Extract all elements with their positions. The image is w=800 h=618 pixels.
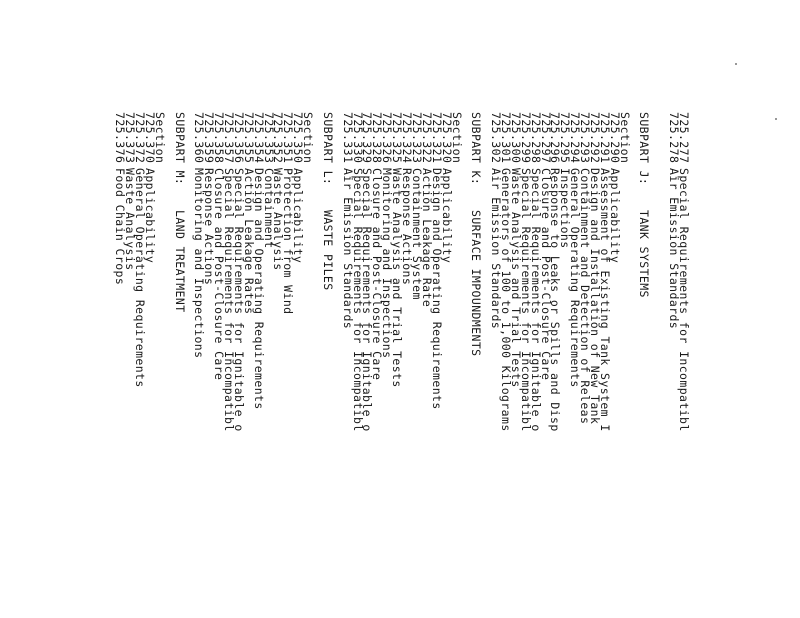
section-number: 725.370 [142, 112, 157, 164]
section-title: Design and Operating Requirements [251, 168, 266, 410]
section-title: General Operating Requirements [568, 168, 583, 388]
section-number: 725.320 [439, 112, 454, 164]
section-label: Section [617, 112, 632, 164]
subpart-heading [469, 112, 484, 618]
section-title: Waste Analysis [271, 168, 286, 271]
subpart-title: WASTE PILES [320, 210, 335, 291]
section-title: Waste Analysis [123, 168, 138, 271]
section-title: Design and Operating Requirements [429, 168, 444, 410]
section-number: 725.295 [558, 112, 573, 164]
section-number: 725.299 [518, 112, 533, 164]
section-number: 725.356 [231, 112, 246, 164]
section-number: 725.329 [360, 112, 375, 164]
section-number: 725.330 [350, 112, 365, 164]
section-number: 725.328 [370, 112, 385, 164]
subpart-heading [320, 112, 335, 618]
subpart-heading [172, 112, 187, 618]
section-title: Response to Leaks or Spills and Disp [548, 168, 563, 432]
blank-line [629, 112, 639, 618]
section-title: Generators of 100 to 1,000 Kilograms [498, 168, 513, 432]
section-title: Containment [261, 168, 276, 249]
section-number: 725.292 [587, 112, 602, 164]
section-number: 725.290 [607, 112, 622, 164]
section-title: Air Emission Standards [667, 168, 682, 330]
section-title: Special Requirements for Incompatibl [518, 168, 533, 432]
subpart-label: SUBPART L: [320, 112, 335, 186]
section-title: Waste Analysis and Trial Tests [390, 168, 405, 388]
section-title: Special Requirements for Incompatibl [677, 168, 691, 432]
section-title: Special Requirements for Ignitable o [231, 168, 246, 432]
section-title: Closure and Post-Closure Care [538, 168, 553, 381]
scan-speck [775, 118, 777, 120]
subpart-title: TANK SYSTEMS [637, 210, 652, 298]
section-title: Applicability [291, 168, 306, 264]
section-title: Applicability [439, 168, 454, 264]
section-number: 725.277 [677, 112, 691, 164]
section-number: 725.291 [597, 112, 612, 164]
section-number: 725.351 [281, 112, 296, 164]
section-title: Response Actions [202, 168, 217, 286]
section-title: Inspections [558, 168, 573, 249]
section-number: 725.359 [202, 112, 217, 164]
section-number: 725.322 [419, 112, 434, 164]
section-label: Section [449, 112, 464, 164]
section-row [192, 112, 207, 618]
section-number: 725.302 [489, 112, 504, 164]
section-title: Applicability [607, 168, 622, 264]
section-number: 725.293 [578, 112, 593, 164]
blank-line [164, 112, 174, 618]
blank-line [461, 112, 471, 618]
section-title: Assessment of Existing Tank System I [597, 168, 612, 432]
section-title: Special Requirements for Ignitable o [528, 168, 543, 432]
section-number: 725.298 [528, 112, 543, 164]
subpart-title: LAND TREATMENT [172, 210, 187, 313]
section-title: Waste Analysis and Trial Tests [508, 168, 523, 388]
section-title: Monitoring and Inspections [192, 168, 207, 359]
rotated-text-column [78, 112, 691, 618]
section-title: Response Actions [400, 168, 415, 286]
section-title: Containment System [409, 168, 424, 300]
blank-line [648, 112, 658, 618]
section-title: Food Chain Crops [113, 168, 128, 286]
subpart-label: SUBPART J: [637, 112, 652, 186]
section-title: Protection from Wind [281, 168, 296, 315]
section-number: 725.360 [192, 112, 207, 164]
subpart-heading [637, 112, 652, 618]
section-number: 725.376 [113, 112, 128, 164]
section-label: Section [301, 112, 316, 164]
section-title: Special Requirements for Ignitable o [360, 168, 375, 432]
section-title: Monitoring and Inspections [380, 168, 395, 359]
section-number: 725.331 [340, 112, 355, 164]
section-number: 725.323 [409, 112, 424, 164]
section-title: Air Emission Standards [340, 168, 355, 330]
section-title: General Operating Requirements [133, 168, 148, 388]
section-title: Action Leakage Rates [241, 168, 256, 315]
section-number: 725.325 [390, 112, 405, 164]
section-label: Section [152, 112, 167, 164]
section-number: 725.352 [271, 112, 286, 164]
section-title: Closure and Post-Closure Care [370, 168, 385, 381]
section-title: Special Requirements for Incompatibl [222, 168, 237, 432]
section-title: Design and Installation of New Tank [587, 168, 602, 425]
section-number: 725.373 [123, 112, 138, 164]
section-number: 725.372 [133, 112, 148, 164]
section-title: Action Leakage Rate [419, 168, 434, 308]
section-number: 725.355 [241, 112, 256, 164]
section-number: 725.300 [508, 112, 523, 164]
section-number: 725.297 [538, 112, 553, 164]
scan-speck [735, 63, 737, 65]
section-number: 725.350 [291, 112, 306, 164]
section-number: 725.278 [667, 112, 682, 164]
section-number: 725.326 [380, 112, 395, 164]
section-number: 725.353 [261, 112, 276, 164]
section-number: 725.357 [222, 112, 237, 164]
section-number: 725.321 [429, 112, 444, 164]
subpart-title: SURFACE IMPOUNDMENTS [469, 210, 484, 357]
section-number: 725.296 [548, 112, 563, 164]
section-number: 725.354 [251, 112, 266, 164]
section-number: 725.358 [212, 112, 227, 164]
section-title: Special Requirements for Incompatibl [350, 168, 365, 432]
subpart-label: SUBPART M: [172, 112, 187, 186]
section-title: Closure and Post-Closure Care [212, 168, 227, 381]
blank-line [312, 112, 322, 618]
section-title: Air Emission Standards [489, 168, 504, 330]
section-number: 725.324 [400, 112, 415, 164]
section-number: 725.294 [568, 112, 583, 164]
section-title: Applicability [142, 168, 157, 264]
section-title: Containment and Detection of Releas [578, 168, 593, 425]
section-number: 725.301 [498, 112, 513, 164]
section-row [113, 112, 128, 618]
subpart-label: SUBPART K: [469, 112, 484, 186]
